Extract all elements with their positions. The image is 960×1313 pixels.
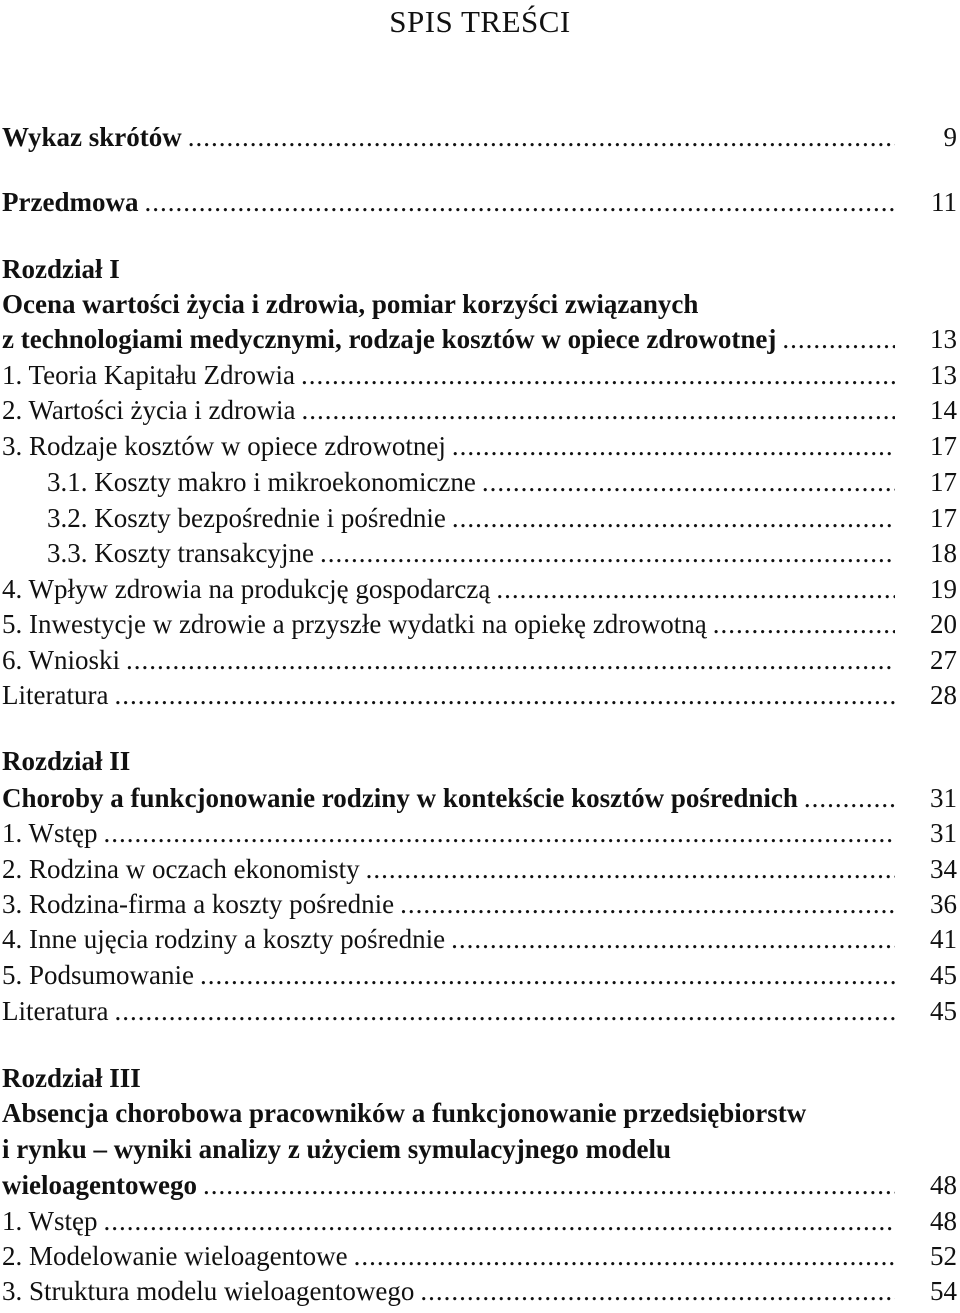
toc-page-number: 20 (930, 609, 957, 639)
toc-page-number: 48 (930, 1170, 957, 1200)
dot-leader (203, 1167, 895, 1203)
toc-entry-label: 1. Wstęp (2, 818, 98, 848)
toc-entry-label: Wykaz skrótów (2, 122, 182, 152)
toc-entry[interactable] (2, 428, 957, 464)
toc-page-number: 45 (930, 996, 957, 1026)
toc-entry-label: 2. Wartości życia i zdrowia (2, 395, 296, 425)
toc-page-number: 13 (930, 360, 957, 390)
toc-entry[interactable] (2, 357, 957, 393)
dot-leader (366, 851, 895, 887)
toc-subentry[interactable] (2, 535, 957, 571)
dot-leader (452, 428, 895, 464)
toc-page-number: 31 (930, 783, 957, 813)
toc-page-number: 27 (930, 645, 957, 675)
dot-leader (126, 642, 895, 678)
toc-subentry[interactable] (2, 464, 957, 500)
toc-entry-label: 3.2. Koszty bezpośrednie i pośrednie (47, 503, 446, 533)
dot-leader (188, 119, 895, 155)
dot-leader (200, 957, 895, 993)
dot-leader (320, 535, 895, 571)
toc-entry-label: Literatura (2, 996, 109, 1026)
toc-entry-label: 3. Rodzaje kosztów w opiece zdrowotnej (2, 431, 446, 461)
toc-entry[interactable] (2, 1238, 957, 1274)
toc-page-number: 54 (930, 1276, 957, 1306)
dot-leader (451, 921, 895, 957)
toc-entry-wykaz-skrotow[interactable] (2, 119, 957, 155)
dot-leader (420, 1273, 895, 1309)
toc-entry[interactable] (2, 571, 957, 607)
toc-page-number: 36 (930, 889, 957, 919)
toc-page-number: 17 (930, 431, 957, 461)
toc-entry-label: 3. Struktura modelu wieloagentowego (2, 1276, 415, 1306)
toc-entry-label: 2. Modelowanie wieloagentowe (2, 1241, 348, 1271)
dot-leader (354, 1238, 895, 1274)
chapter-1-title-line1: Ocena wartości życia i zdrowia, pomiar korzyści związanych (2, 289, 699, 319)
toc-page-number: 48 (930, 1206, 957, 1236)
toc-entry[interactable] (2, 606, 957, 642)
toc-subentry[interactable] (2, 500, 957, 536)
toc-entry[interactable] (2, 921, 957, 957)
toc-page-number: 31 (930, 818, 957, 848)
toc-page-number: 13 (930, 324, 957, 354)
chapter-3-title-line2: i rynku – wyniki analizy z użyciem symulacyjnego modelu (2, 1134, 672, 1164)
toc-page-number: 45 (930, 960, 957, 990)
dot-leader (496, 571, 895, 607)
dot-leader (301, 357, 895, 393)
toc-entry[interactable] (2, 392, 957, 428)
chapter-2-heading: Rozdział II (2, 746, 131, 776)
dot-leader (482, 464, 895, 500)
toc-entry-label: 5. Podsumowanie (2, 960, 194, 990)
toc-entry-label: 4. Wpływ zdrowia na produkcję gospodarczą (2, 574, 491, 604)
chapter-1-heading: Rozdział I (2, 254, 120, 284)
toc-entry-chapter-2[interactable] (2, 780, 957, 816)
chapter-3-title-line3: wieloagentowego (2, 1170, 197, 1200)
toc-entry[interactable] (2, 957, 957, 993)
chapter-1-title-line2: z technologiami medycznymi, rodzaje kosztów w opiece zdrowotnej (2, 324, 777, 354)
toc-page-number: 18 (930, 538, 957, 568)
toc-entry-label: 3. Rodzina-firma a koszty pośrednie (2, 889, 395, 919)
chapter-3-heading: Rozdział III (2, 1063, 141, 1093)
chapter-2-title: Choroby a funkcjonowanie rodziny w kontekście kosztów pośrednich (2, 783, 798, 813)
toc-entry-label: 6. Wnioski (2, 645, 121, 675)
dot-leader (713, 606, 895, 642)
toc-entry-label: Literatura (2, 680, 109, 710)
toc-page-number: 28 (930, 680, 957, 710)
toc-page-number: 17 (930, 503, 957, 533)
toc-entry-przedmowa[interactable] (2, 184, 957, 220)
toc-entry[interactable] (2, 642, 957, 678)
toc-entry-label: 4. Inne ujęcia rodziny a koszty pośrednie (2, 924, 446, 954)
toc-entry[interactable] (2, 851, 957, 887)
toc-page-number: 17 (930, 467, 957, 497)
toc-page-number: 34 (930, 854, 957, 884)
toc-page-number: 9 (943, 122, 957, 152)
dot-leader (804, 780, 895, 816)
toc-entry[interactable] (2, 1203, 957, 1239)
dot-leader (114, 993, 895, 1029)
dot-leader (144, 184, 895, 220)
toc-entry-label: 1. Teoria Kapitału Zdrowia (2, 360, 296, 390)
dot-leader (452, 500, 895, 536)
dot-leader (400, 886, 895, 922)
toc-entry-label: 3.3. Koszty transakcyjne (47, 538, 314, 568)
toc-page-number: 19 (930, 574, 957, 604)
page-title: SPIS TREŚCI (389, 4, 571, 39)
toc-entry[interactable] (2, 815, 957, 851)
toc-page-number: 14 (930, 395, 957, 425)
dot-leader (782, 321, 895, 357)
chapter-3-title-line1: Absencja chorobowa pracowników a funkcjonowanie przedsiębiorstw (2, 1098, 807, 1128)
dot-leader (104, 1203, 896, 1239)
dot-leader (301, 392, 895, 428)
toc-entry-chapter-3[interactable] (2, 1167, 957, 1203)
toc-entry[interactable] (2, 886, 957, 922)
toc-entry-label: Przedmowa (2, 187, 139, 217)
dot-leader (104, 815, 896, 851)
toc-entry-chapter-1[interactable] (2, 321, 957, 357)
toc-entry-label: 1. Wstęp (2, 1206, 98, 1236)
toc-entry-literatura[interactable] (2, 993, 957, 1029)
toc-entry[interactable] (2, 1273, 957, 1309)
toc-page-number: 52 (930, 1241, 957, 1271)
toc-entry-label: 2. Rodzina w oczach ekonomisty (2, 854, 360, 884)
toc-entry-label: 3.1. Koszty makro i mikroekonomiczne (47, 467, 476, 497)
toc-page-number: 11 (931, 187, 957, 217)
dot-leader (114, 677, 895, 713)
toc-entry-label: 5. Inwestycje w zdrowie a przyszłe wydatki na opiekę zdrowotną (2, 609, 707, 639)
toc-page-number: 41 (930, 924, 957, 954)
toc-entry-literatura[interactable] (2, 677, 957, 713)
